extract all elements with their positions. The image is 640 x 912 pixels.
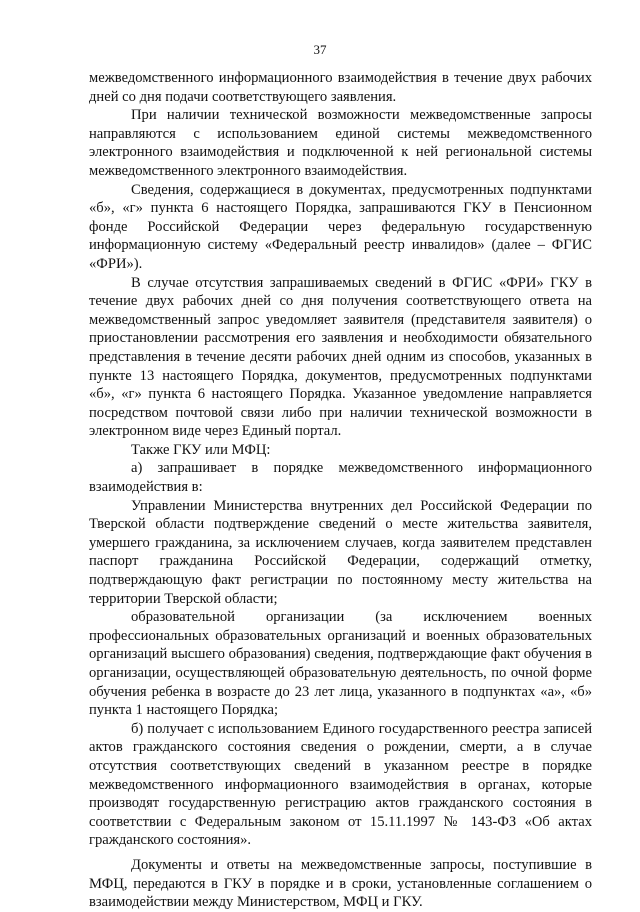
page-number: 37 — [313, 42, 327, 57]
paragraph-documents-transfer: Документы и ответы на межведомственные запросы, поступившие в МФЦ, передаются в ГКУ в порядке и в сроки, установленные соглашением о взаимодействии между Министерством, МФЦ и ГКУ. — [89, 856, 592, 911]
document-body — [89, 69, 592, 912]
paragraph-continuation: межведомственного информационного взаимодействия в течение двух рабочих дней со дня подачи соответствующего заявления. — [89, 70, 592, 105]
paragraph-gku-mfc-intro: Также ГКУ или МФЦ: — [131, 441, 271, 458]
paragraph-missing-information: В случае отсутствия запрашиваемых сведений в ФГИС «ФРИ» ГКУ в течение двух рабочих дней со дня получения соответствующего ответа на межведомственный запрос уведомляет заявителя (представителя заявителя) о приостановлении рассмотрения его заявления и необходимости обязательного представления в течение десяти рабочих дней одним из способов, указанных в пункте 13 настоящего Порядка, документов, предусмотренных подпунктами «б», «г» пункта 6 настоящего Порядка. Указанное уведомление направляется посредством почтовой связи либо при наличии технической возможности в электронном виде через Единый портал. — [89, 274, 592, 440]
paragraph-ministry-internal-affairs: Управлении Министерства внутренних дел Российской Федерации по Тверской области подтверждение сведений о месте жительства заявителя, умершего гражданина, за исключением случаев, когда заявителем представлен паспорт гражданина Российской Федерации, содержащий отметку, подтверждающую факт регистрации по постоянному месту жительства на территории Тверской области; — [89, 497, 592, 607]
paragraph-subitem-a: а) запрашивает в порядке межведомственного информационного взаимодействия в: — [89, 460, 592, 496]
paragraph-technical-capability: При наличии технической возможности межведомственные запросы направляются с использованием единой системы межведомственного электронного взаимодействия и подключенной к ней региональной системы межведомственного электронного взаимодействия. — [89, 107, 592, 179]
paragraph-fgis-fri-request: Сведения, содержащиеся в документах, предусмотренных подпунктами «б», «г» пункта 6 настоящего Порядка, запрашиваются ГКУ в Пенсионном фонде Российской Федерации через федеральную государственную информационную систему «Федеральный реестр инвалидов» (далее – ФГИС «ФРИ»). — [89, 181, 592, 272]
paragraph-educational-organization: образовательной организации (за исключением военных профессиональных образовательных организаций и военных образовательных организаций высшего образования) сведения, подтверждающие факт обучения в организации, осуществляющей образовательную деятельность, по очной форме обучения ребенка в возрасте до 23 лет лица, указанного в подпунктах «а», «б» пункта 1 настоящего Порядка; — [89, 609, 592, 719]
paragraph-subitem-b: б) получает с использованием Единого государственного реестра записей актов гражданского состояния сведения о рождении, смерти, а в случае отсутствия соответствующих сведений в указанном реестре в порядке межведомственного информационного взаимодействия в органах, которые производят государственную регистрацию актов гражданского состояния в соответствии с Федеральным законом от 15.11.1997 № 143-ФЗ «Об актах гражданского состояния». — [89, 720, 592, 849]
